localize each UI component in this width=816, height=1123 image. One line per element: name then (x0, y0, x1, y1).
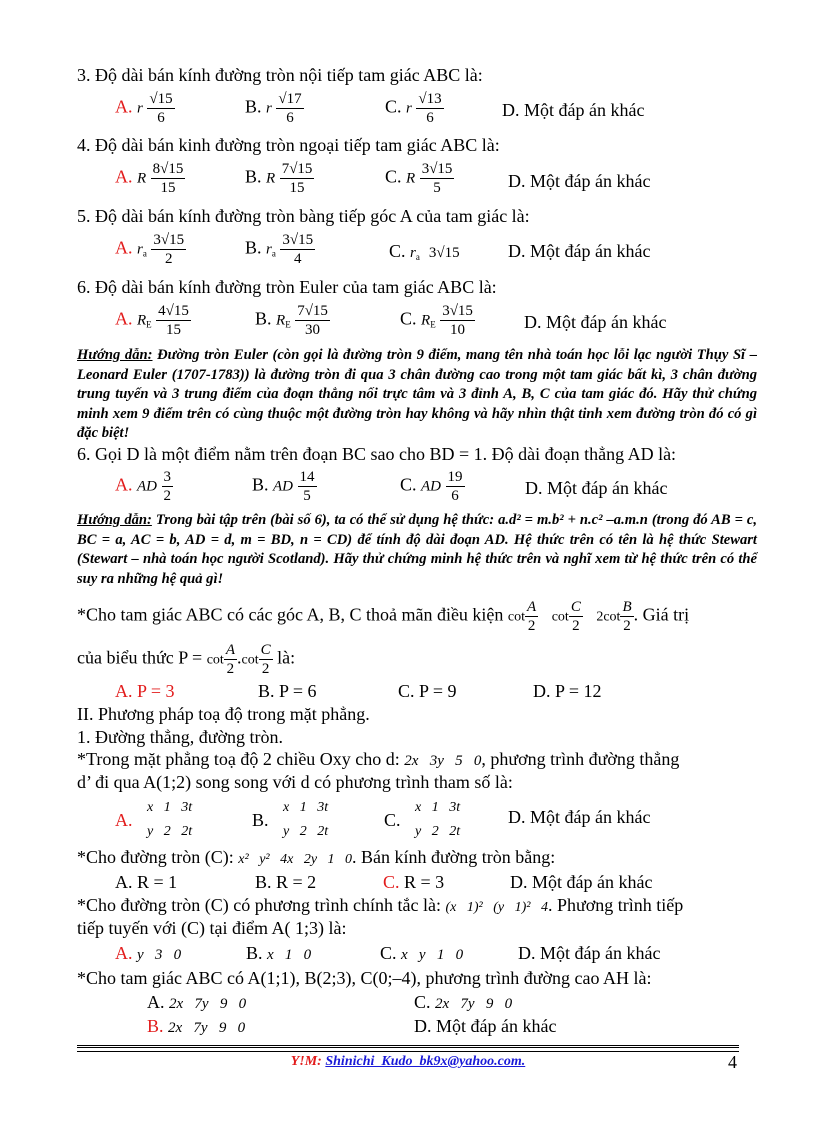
var: R (266, 170, 276, 187)
q5-option-b[interactable] (245, 231, 315, 268)
var: r (410, 245, 416, 261)
equation: x y 1 0 (401, 947, 464, 963)
q11-text: *Cho đường tròn (C) có phương trình chính tắc là: (77, 895, 441, 915)
cot: 2cot (596, 609, 621, 625)
q6-text: 6. Độ dài bán kính đường tròn Euler của tam giác ABC là: (77, 277, 497, 297)
q8-option-c[interactable]: C. P = 9 (398, 681, 457, 701)
q12-text: *Cho tam giác ABC có A(1;1), B(2;3), C(0;–4), phương trình đường cao AH là: (77, 968, 652, 988)
subscript: E (146, 319, 152, 330)
option-label: C. (383, 872, 400, 892)
system: x 1 3t y 2 2t (283, 800, 329, 839)
fraction: $\frac{3√15}{10}$ (442, 303, 473, 338)
q7-option-c[interactable] (400, 468, 465, 505)
q9-option-a[interactable] (115, 796, 192, 844)
q10-text: *Cho đường tròn (C): (77, 847, 234, 867)
hint-text: Đường tròn Euler (còn gọi là đường tròn 9 điểm, mang tên nhà toán học lỗi lạc người Thụy Sĩ – Leonard Euler (1707-1783)) là đường tròn đi qua 3 chân đường cao trong một tam giác bất kì, 3 chân đường trung tuyến và 3 trung điểm của đoạn thẳng nối trực tâm và 3 đỉnh A, B, C của tam giác đó. Hãy thử chứng minh xem 9 điểm trên có cùng thuộc một đường tròn hay không và hãy nhìn thật tinh xem đường tròn đó có gì đặc biệt! (77, 347, 757, 441)
fraction: $\frac{7√15}{15}$ (281, 161, 313, 196)
q3-option-b[interactable] (245, 90, 304, 127)
option-label: C. (380, 943, 397, 963)
var: R (421, 312, 431, 329)
cot: cot (241, 652, 259, 668)
fraction: $\frac{4√15}{15}$ (158, 303, 189, 338)
q4-option-a[interactable] (115, 160, 185, 197)
option-label: B. (245, 96, 262, 117)
fraction: $\frac{A}{2}$ (225, 642, 235, 677)
fraction: $\frac{7√15}{30}$ (297, 303, 328, 338)
option-label: C. (384, 810, 401, 830)
section-title: II. Phương pháp toạ độ trong mặt phẳng. (77, 704, 370, 724)
system: x 1 3t y 2 2t (415, 800, 461, 839)
fraction: $\frac{√15}{6}$ (149, 91, 173, 126)
q7-option-b[interactable] (252, 468, 317, 505)
option-label: A. (115, 474, 133, 495)
var: R (137, 170, 147, 187)
q7-text: 6. Gọi D là một điểm nằm trên đoạn BC sao cho BD = 1. Độ dài đoạn thẳng AD là: (77, 444, 677, 464)
var: AD (273, 478, 294, 495)
q9-option-d[interactable]: D. Một đáp án khác (508, 807, 651, 827)
q10-post: . Bán kính đường tròn bằng: (352, 847, 556, 867)
q9-post: , phương trình đường thẳng (481, 749, 680, 769)
hint-stewart (77, 511, 757, 589)
q10-option-c[interactable] (383, 871, 444, 893)
q8-line2: của biểu thức P = cot $\frac{A}{2}$ .cot $\frac{C}{2}$ là: (77, 642, 296, 677)
q11-option-c[interactable] (380, 942, 463, 966)
option-label: C. (385, 166, 402, 187)
option-label: A. (115, 943, 133, 963)
q5-option-a[interactable] (115, 231, 186, 268)
footer-label: Y!M: (290, 1054, 322, 1069)
var: AD (421, 478, 442, 495)
fraction: $\frac{14}{5}$ (299, 469, 315, 504)
equation: 2x 7y 9 0 (169, 996, 247, 1012)
q10-option-a[interactable]: A. R = 1 (115, 872, 178, 892)
option-label: B. (255, 308, 272, 329)
option-label: B. (252, 474, 269, 495)
footer-rule-thin (77, 1051, 739, 1052)
q8-post2: là: (277, 647, 296, 668)
q8-post: . Giá trị (633, 604, 690, 625)
option-label: A. (115, 166, 133, 187)
subscript: a (142, 248, 147, 259)
q11-post: . Phương trình tiếp (547, 895, 684, 915)
footer (0, 1054, 816, 1070)
q8-option-a[interactable] (115, 680, 175, 702)
q5-option-c[interactable] (389, 240, 460, 268)
equation: x 1 0 (267, 947, 312, 963)
var: r (406, 100, 412, 117)
hint-euler (77, 346, 757, 444)
q8-text: *Cho tam giác ABC có các góc A, B, C thoả mãn điều kiện (77, 604, 504, 625)
var: r (137, 241, 143, 258)
subscript: a (415, 252, 420, 262)
q7-option-a[interactable] (115, 468, 173, 505)
q8-option-d[interactable]: D. P = 12 (533, 681, 602, 701)
q7-option-d[interactable]: D. Một đáp án khác (525, 478, 668, 498)
option-label: C. (389, 241, 406, 261)
cot: cot (551, 609, 569, 625)
option-text: R = 3 (399, 872, 445, 892)
q11-line2: tiếp tuyến với (C) tại điểm A( 1;3) là: (77, 918, 347, 938)
var: r (137, 100, 143, 117)
equation: 2x 3y 5 0 (404, 753, 482, 769)
q11-option-d[interactable]: D. Một đáp án khác (518, 943, 661, 963)
var: r (266, 100, 272, 117)
q6-option-b[interactable] (255, 302, 330, 339)
option-label: A. (115, 810, 133, 830)
fraction: $\frac{C}{2}$ (570, 599, 581, 634)
subsection-title: 1. Đường thẳng, đường tròn. (77, 727, 284, 747)
fraction: $\frac{3√15}{5}$ (421, 161, 453, 196)
option-label: C. (414, 992, 431, 1012)
fraction: $\frac{√13}{6}$ (418, 91, 442, 126)
q9-line1 (77, 748, 679, 772)
fraction: $\frac{3√15}{4}$ (282, 232, 314, 267)
subscript: E (285, 319, 291, 330)
equation: (x 1)² (y 1)² 4 (445, 900, 548, 915)
hint-label: Hướng dẫn: (77, 347, 153, 363)
q9-line2: d’ đi qua A(1;2) song song với d có phương trình tham số là: (77, 772, 513, 792)
q8-option-b[interactable]: B. P = 6 (258, 681, 317, 701)
q4-option-c[interactable] (385, 160, 454, 197)
fraction: $\frac{8√15}{15}$ (152, 161, 184, 196)
cot: cot (206, 652, 224, 668)
equation: y 3 0 (137, 947, 182, 963)
option-text: A. P = 3 (115, 681, 175, 701)
subscript: a (271, 248, 276, 259)
var: R (406, 170, 416, 187)
option-label: A. (115, 96, 133, 117)
fraction: $\frac{C}{2}$ (260, 642, 271, 677)
equation: x² y² 4x 2y 1 0 (238, 852, 353, 867)
var: AD (137, 478, 157, 495)
q9-option-c[interactable] (384, 796, 460, 844)
value: 3√15 (428, 245, 460, 261)
q4-text: 4. Độ dài bán kinh đường tròn ngoại tiếp tam giác ABC là: (77, 135, 500, 155)
q11-line1 (77, 894, 683, 919)
q11-option-b[interactable] (246, 942, 311, 966)
q3-option-c[interactable] (385, 90, 444, 127)
system: x 1 3t y 2 2t (147, 800, 193, 839)
option-label: A. (115, 237, 133, 258)
q5-text: 5. Độ dài bán kính đường tròn bàng tiếp góc A của tam giác là: (77, 206, 530, 226)
var: R (276, 312, 286, 329)
option-label: C. (385, 96, 402, 117)
option-label: B. (246, 943, 263, 963)
q10-option-b[interactable]: B. R = 2 (255, 872, 317, 892)
q9-option-b[interactable] (252, 796, 328, 844)
hint-text: Trong bài tập trên (bài số 6), ta có thể sử dụng hệ thức: a.d² = m.b² + n.c² –a.m.n (trong đó AB = c, BC = a, AC = b, AD = d, m = BD, n = CD) để tính độ dài đoạn AD. Hệ thức trên có tên là hệ thức Stewart (Stewart – nhà toán học người Scotland). Hãy thử chứng minh hệ thức trên và nghĩ xem từ hệ thức trên có thể suy ra những hệ quả gì! (77, 512, 757, 587)
var: r (266, 241, 272, 258)
q12-option-c[interactable] (414, 991, 512, 1015)
footer-rule (77, 1045, 739, 1048)
q12-option-b[interactable] (147, 1015, 245, 1039)
option-label: B. (245, 166, 262, 187)
q12-option-d[interactable]: D. Một đáp án khác (414, 1016, 557, 1036)
var: R (137, 312, 147, 329)
option-label: C. (400, 308, 417, 329)
q12-option-a[interactable] (147, 991, 246, 1015)
q4-option-b[interactable] (245, 160, 314, 197)
q10-option-d[interactable]: D. Một đáp án khác (510, 872, 653, 892)
option-label: A. (115, 308, 133, 329)
fraction: $\frac{3√15}{2}$ (153, 232, 185, 267)
option-label: B. (147, 1016, 164, 1036)
fraction: $\frac{B}{2}$ (622, 599, 632, 634)
option-label: C. (400, 474, 417, 495)
fraction: $\frac{19}{6}$ (447, 469, 463, 504)
fraction: $\frac{A}{2}$ (527, 599, 537, 634)
q5-option-d[interactable]: D. Một đáp án khác (508, 241, 651, 261)
email-link[interactable]: Shinichi_Kudo_bk9x@yahoo.com. (325, 1054, 526, 1069)
fraction: $\frac{3}{2}$ (163, 469, 171, 504)
option-label: B. (245, 237, 262, 258)
cot: cot (507, 609, 526, 625)
page-number: 4 (728, 1052, 737, 1072)
q8-line1 (77, 598, 689, 635)
q11-option-a[interactable] (115, 942, 181, 966)
subscript: E (430, 319, 436, 330)
q6-option-a[interactable] (115, 302, 191, 339)
option-label: B. (252, 810, 269, 830)
q3-text: 3. Độ dài bán kính đường tròn nội tiếp tam giác ABC là: (77, 65, 483, 85)
option-label: A. (147, 992, 165, 1012)
q3-option-a[interactable] (115, 90, 175, 127)
q3-option-d[interactable]: D. Một đáp án khác (502, 100, 645, 120)
q8-text2: của biểu thức P = (77, 647, 203, 668)
q6-option-d[interactable]: D. Một đáp án khác (524, 312, 667, 332)
q9-text: *Trong mặt phẳng toạ độ 2 chiều Oxy cho d: (77, 749, 400, 769)
equation: 2x 7y 9 0 (168, 1020, 246, 1036)
q4-option-d[interactable]: D. Một đáp án khác (508, 171, 651, 191)
equation: 2x 7y 9 0 (435, 996, 513, 1012)
fraction: $\frac{√17}{6}$ (278, 91, 302, 126)
q6-option-c[interactable] (400, 302, 475, 339)
hint-label: Hướng dẫn: (77, 512, 152, 528)
q10-line (77, 846, 555, 871)
